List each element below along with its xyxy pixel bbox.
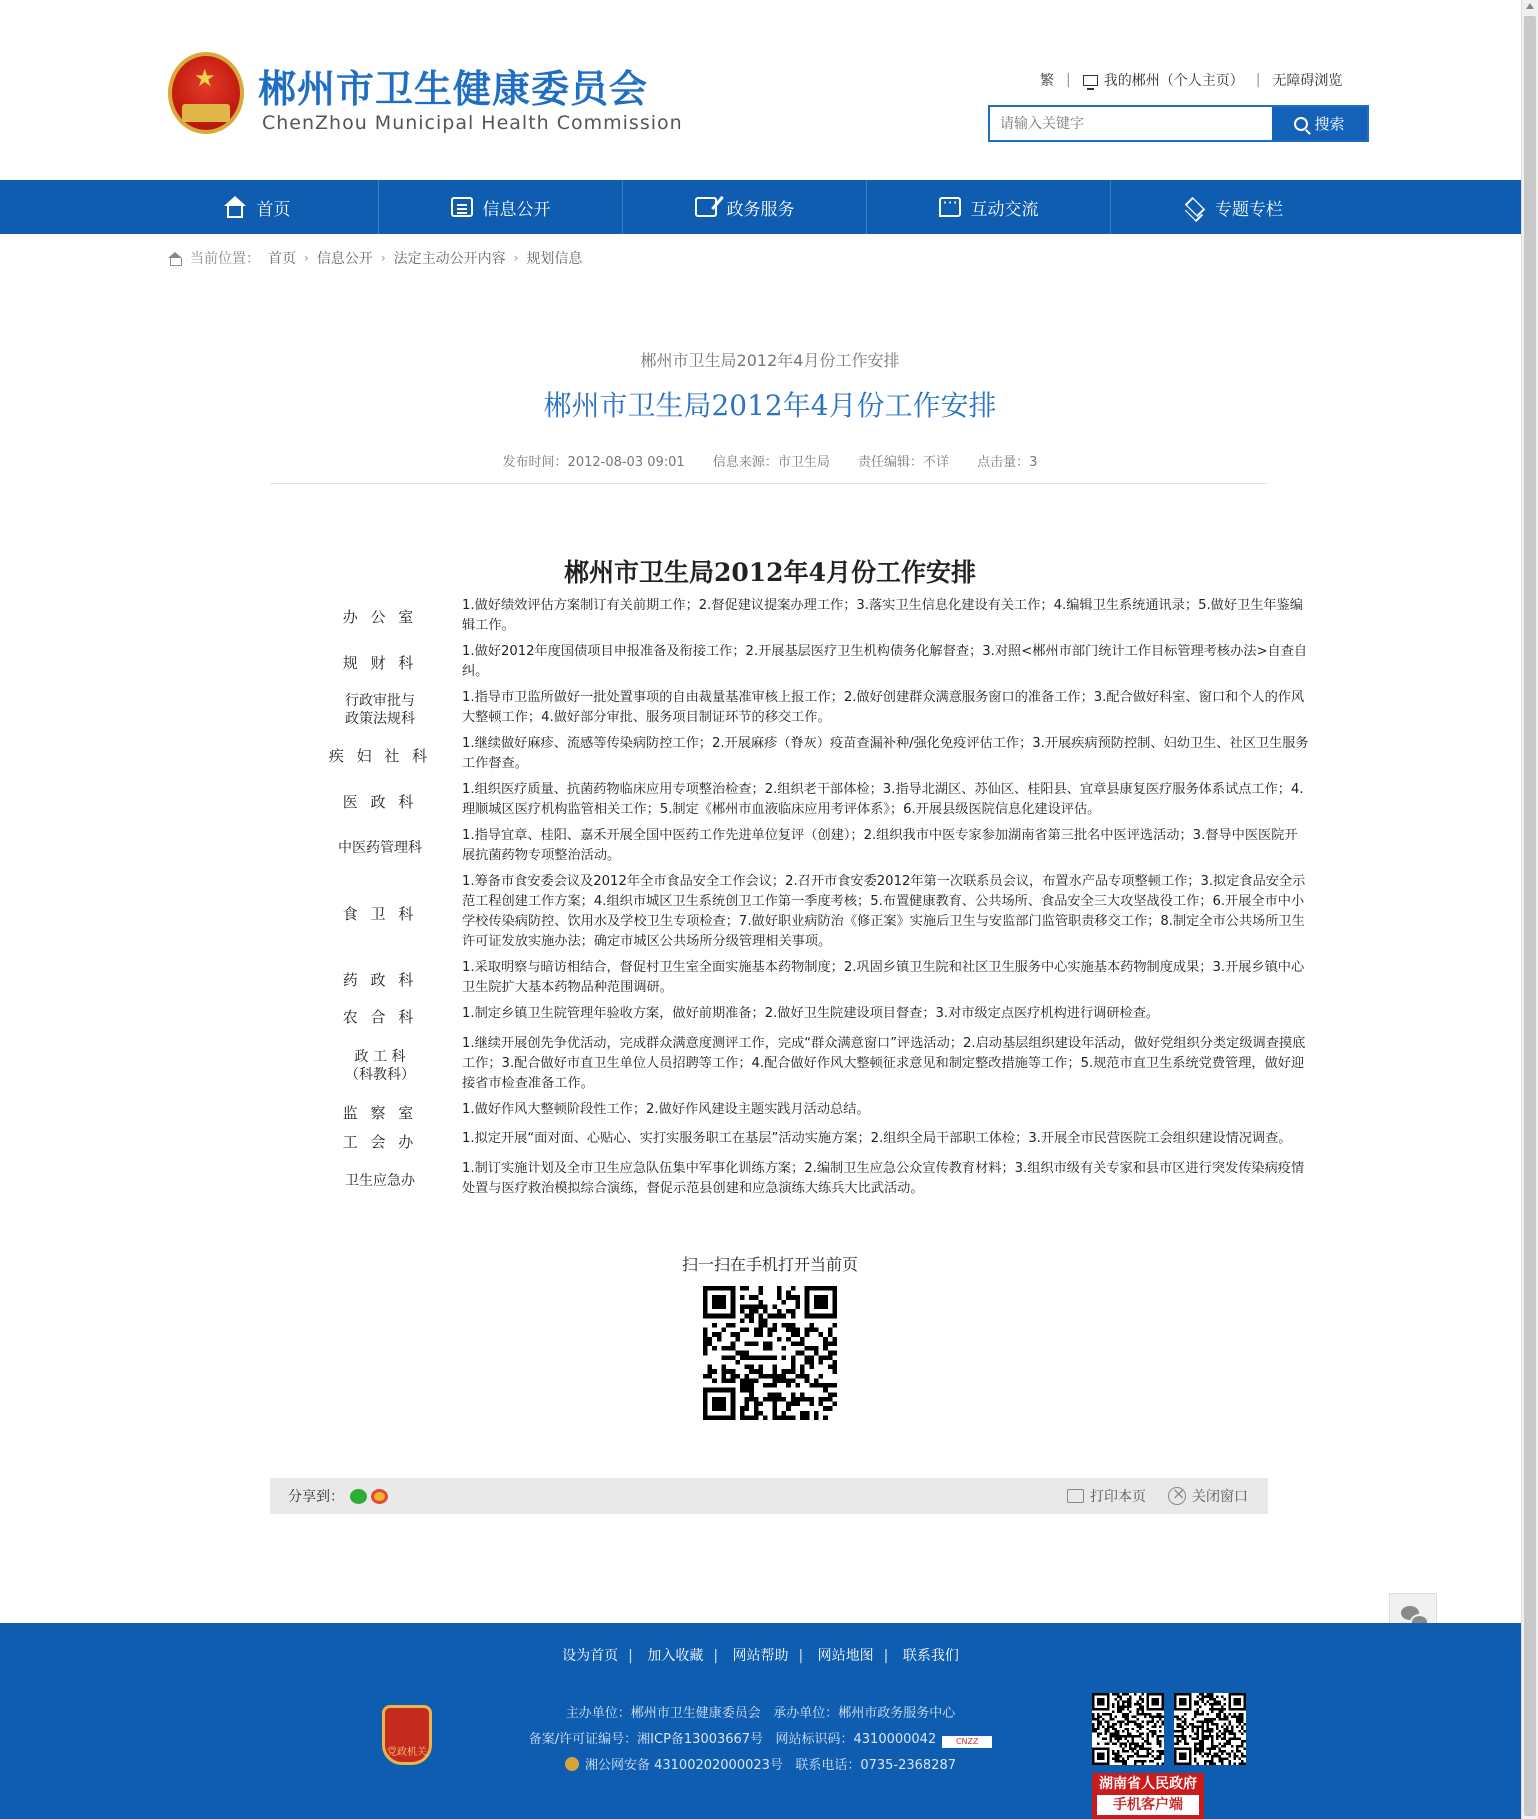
hunan-app-title: 湖南省人民政府	[1099, 1776, 1197, 1792]
nav-label: 专题专栏	[1215, 199, 1283, 220]
hunan-app-sub: 手机客户端	[1097, 1795, 1199, 1815]
department-tasks: 1.指导宜章、桂阳、嘉禾开展全国中医药工作先进单位复评（创建）；2.组织我市中医专家参加湖南省第三批名中医评选活动；3.督导中医医院开展抗菌药物专项整治活动。	[462, 828, 1298, 864]
layers-icon	[1183, 197, 1205, 217]
publish-date: 发布时间：2012-08-03 09:01	[502, 455, 685, 470]
department-tasks: 1.继续开展创先争优活动，完成群众满意度测评工作，完成“群众满意窗口”评选活动；2.启动基层组织建设年活动，做好党组织分类定级调查摸底工作；3.配合做好市直卫生单位人员招聘等工作；4.配合做好作风大整顿征求意见和制定整改措施等工作；5.规范市直卫生系统党费管理，做好迎接省市检查准备工作。	[462, 1035, 1306, 1091]
breadcrumb-item[interactable]: 首页	[268, 251, 296, 267]
department-name: 卫生应急办	[345, 1172, 415, 1189]
nav-item-info-disclosure[interactable]	[379, 180, 623, 234]
contact-us-link[interactable]: 联系我们	[902, 1648, 959, 1664]
close-label: 关闭窗口	[1192, 1489, 1248, 1505]
department-name: 疾 妇 社 科	[328, 746, 432, 765]
site-help-link[interactable]: 网站帮助	[732, 1648, 789, 1664]
footer-qr-code	[1092, 1693, 1164, 1765]
department-name: 政 工 科 （科教科）	[345, 1048, 415, 1083]
my-chenzhou-label: 我的郴州（个人主页）	[1103, 73, 1244, 89]
nav-item-interaction[interactable]	[867, 180, 1111, 234]
work-row	[300, 1159, 1310, 1199]
divider: |	[628, 1648, 633, 1664]
search-button[interactable]	[1272, 107, 1367, 140]
divider: |	[1255, 72, 1261, 88]
icp-number[interactable]: 备案/许可证编号：湘ICP备13003667号	[528, 1732, 764, 1747]
wechat-share-icon[interactable]	[350, 1489, 367, 1504]
department-name: 药 政 科	[342, 970, 418, 989]
share-bar	[270, 1478, 1268, 1514]
search-icon	[1294, 117, 1308, 131]
share-label: 分享到：	[288, 1489, 344, 1505]
main-nav	[0, 180, 1521, 234]
divider: |	[798, 1648, 804, 1664]
monitor-icon	[1083, 75, 1098, 86]
work-arrangement-table	[300, 596, 1310, 1205]
nav-label: 首页	[256, 199, 291, 220]
article-subtitle: 郴州市卫生局2012年4月份工作安排	[640, 351, 900, 370]
chevron-right-icon: ›	[304, 251, 309, 265]
article-title: 郴州市卫生局2012年4月份工作安排	[543, 389, 997, 422]
department-tasks: 1.指导市卫监所做好一批处置事项的自由裁量基准审核上报工作；2.做好创建群众满意服务窗口的准备工作；3.配合做好科室、窗口和个人的作风大整顿工作；4.做好部分审批、服务项目制证环节的移交工作。	[462, 690, 1305, 725]
info-source: 信息来源：市卫生局	[712, 455, 830, 470]
home-icon	[168, 252, 182, 265]
article-meta	[270, 451, 1270, 470]
close-icon	[1168, 1487, 1186, 1505]
page-qr-code	[703, 1286, 837, 1420]
sitemap-link[interactable]: 网站地图	[817, 1648, 874, 1664]
sponsor: 主办单位：郴州市卫生健康委员会	[565, 1706, 761, 1721]
top-links	[1040, 70, 1342, 90]
breadcrumb-label: 当前位置：	[190, 251, 260, 267]
department-tasks: 1.制订实施计划及全市卫生应急队伍集中军事化训练方案；2.编制卫生应急公众宣传教育材料；3.组织市级有关专家和县市区进行突发传染病疫情处置与医疗救治模拟综合演练，督促示范县创建和应急演练大练兵大比武活动。	[462, 1160, 1305, 1196]
site-title: 郴州市卫生健康委员会	[258, 67, 649, 111]
site-subtitle: ChenZhou Municipal Health Commission	[262, 112, 683, 134]
nav-item-gov-services[interactable]	[623, 180, 867, 234]
work-row	[300, 958, 1310, 998]
divider: |	[1066, 72, 1071, 88]
department-tasks: 1.组织医疗质量、抗菌药物临床应用专项整治检查；2.组织老干部体检；3.指导北湖区、苏仙区、桂阳县、宜章县康复医疗服务体系试点工作；4.理顺城区医疗机构监管相关工作；5.制定《郴州市血液临床应用考评体系》；6.开展县级医院信息化建设评估。	[462, 782, 1304, 818]
badge-label: 党政机关	[387, 1747, 427, 1758]
work-row	[300, 780, 1310, 820]
search-input[interactable]	[990, 107, 1272, 140]
edit-icon	[695, 197, 717, 217]
document-icon	[451, 197, 473, 217]
site-footer	[0, 1623, 1521, 1819]
department-name: 中医药管理科	[338, 840, 422, 857]
site-code: 网站标识码：4310000042	[775, 1732, 937, 1747]
set-homepage-link[interactable]: 设为首页	[562, 1648, 619, 1664]
department-name: 规 财 科	[342, 654, 418, 673]
breadcrumb	[168, 248, 582, 268]
hunan-app-banner[interactable]	[1092, 1773, 1204, 1819]
department-name: 农 合 科	[342, 1008, 418, 1027]
hit-count: 点击量：3	[977, 455, 1038, 470]
nav-item-home[interactable]	[135, 180, 379, 234]
nav-item-special-topics[interactable]	[1111, 180, 1355, 234]
add-favorite-link[interactable]: 加入收藏	[647, 1648, 704, 1664]
qr-label: 扫一扫在手机打开当前页	[681, 1255, 858, 1274]
phone: 联系电话：0735-2368287	[795, 1758, 957, 1773]
work-row	[300, 734, 1310, 774]
scroll-up-icon[interactable]	[1526, 3, 1534, 9]
search-box	[988, 105, 1369, 142]
police-record[interactable]: 湘公网安备 43100202000023号	[584, 1758, 783, 1773]
work-row	[300, 1129, 1310, 1153]
editor: 责任编辑：不详	[858, 455, 950, 470]
site-header	[0, 0, 1521, 180]
print-button[interactable]	[1067, 1486, 1146, 1506]
search-button-label: 搜索	[1314, 115, 1345, 133]
work-row	[300, 1034, 1310, 1094]
close-window-button[interactable]	[1168, 1486, 1248, 1506]
department-tasks: 1.制定乡镇卫生院管理年验收方案，做好前期准备；2.做好卫生院建设项目督查；3.对市级定点医疗机构进行调研检查。	[462, 1006, 1160, 1022]
department-tasks: 1.拟定开展“面对面、心贴心、实打实服务职工在基层”活动实施方案；2.组织全局干部职工体检；3.开展全市民营医院工会组织建设情况调查。	[462, 1131, 1292, 1147]
traditional-chinese-link[interactable]: 繁	[1040, 73, 1054, 89]
breadcrumb-item[interactable]: 信息公开	[316, 251, 373, 267]
department-name: 监 察 室	[342, 1103, 418, 1122]
scrollbar-thumb[interactable]	[1524, 16, 1536, 1816]
department-tasks: 1.做好绩效评估方案制订有关前期工作；2.督促建议提案办理工作；3.落实卫生信息化建设有关工作；4.编辑卫生系统通讯录；5.做好卫生年鉴编辑工作。	[462, 598, 1303, 633]
work-row	[300, 642, 1310, 682]
divider: |	[713, 1648, 719, 1664]
work-row	[300, 1100, 1310, 1124]
footer-info	[0, 1701, 1521, 1779]
chevron-right-icon: ›	[380, 251, 386, 265]
vertical-scrollbar[interactable]	[1521, 0, 1538, 1819]
chat-icon	[939, 197, 961, 217]
weibo-share-icon[interactable]	[371, 1489, 388, 1504]
work-row	[300, 1004, 1310, 1028]
police-badge-icon	[565, 1757, 579, 1771]
department-name: 行政审批与 政策法规科	[345, 693, 415, 728]
department-tasks: 1.继续做好麻疹、流感等传染病防控工作；2.开展麻疹（脊灰）疫苗查漏补种/强化免疫评估工作；3.开展疾病预防控制、妇幼卫生、社区卫生服务工作督查。	[462, 736, 1309, 772]
breadcrumb-item[interactable]: 法定主动公开内容	[393, 251, 506, 267]
divider: |	[883, 1648, 889, 1664]
department-name: 工 会 办	[342, 1133, 418, 1152]
footer-qr-code	[1174, 1693, 1246, 1765]
department-tasks: 1.做好作风大整顿阶段性工作；2.做好作风建设主题实践月活动总结。	[462, 1101, 870, 1117]
nav-label: 政务服务	[726, 199, 795, 220]
breadcrumb-item[interactable]: 规划信息	[526, 251, 583, 267]
divider	[270, 483, 1268, 484]
undertaker: 承办单位：郴州市政务服务中心	[773, 1706, 956, 1721]
printer-icon	[1067, 1489, 1084, 1503]
department-name: 食 卫 科	[342, 904, 418, 923]
work-row	[300, 826, 1310, 866]
work-row	[300, 872, 1310, 952]
cnzz-stat-icon[interactable]: CNZZ	[942, 1736, 992, 1748]
department-tasks: 1.采取明察与暗访相结合，督促村卫生室全面实施基本药物制度；2.巩固乡镇卫生院和社区卫生服务中心实施基本药物制度成果；3.开展乡镇中心卫生院扩大基本药物品种范围调研。	[462, 960, 1305, 996]
work-row	[300, 688, 1310, 728]
department-tasks: 1.筹备市食安委会议及2012年全市食品安全工作会议；2.召开市食安委2012年第一次联系员会议，布置水产品专项整顿工作；3.拟定食品安全示范工程创建工作方案；4.组织市城区卫生系统创卫工作第一季度考核；5.布置健康教育、公共场所、食品安全三大攻坚战役工作；6.开展全市中小学校传染病防控、饮用水及学校卫生专项检查；7.做好职业病防治《修正案》实施后卫生与安监部门监管职责移交工作；8.制定全市公共场所卫生许可证发放实施办法；确定市城区公共场所分级管理相关事项。	[462, 874, 1306, 950]
home-icon	[223, 196, 247, 218]
chevron-right-icon: ›	[513, 251, 519, 265]
department-name: 医 政 科	[342, 792, 418, 811]
accessible-browsing-link[interactable]: 无障碍浏览	[1272, 73, 1343, 89]
footer-links	[0, 1645, 1521, 1665]
work-row	[300, 596, 1310, 636]
department-tasks: 1.做好2012年度国债项目申报准备及衔接工作；2.开展基层医疗卫生机构债务化解督查；3.对照<郴州市部门统计工作目标管理考核办法>自查自纠。	[462, 644, 1308, 679]
nav-label: 互动交流	[970, 199, 1039, 220]
my-chenzhou-link[interactable]	[1083, 70, 1244, 90]
document-title: 郴州市卫生局2012年4月份工作安排	[564, 558, 976, 587]
national-emblem-icon	[168, 52, 244, 134]
nav-label: 信息公开	[482, 199, 551, 220]
print-label: 打印本页	[1090, 1489, 1146, 1505]
department-name: 办 公 室	[342, 608, 418, 627]
